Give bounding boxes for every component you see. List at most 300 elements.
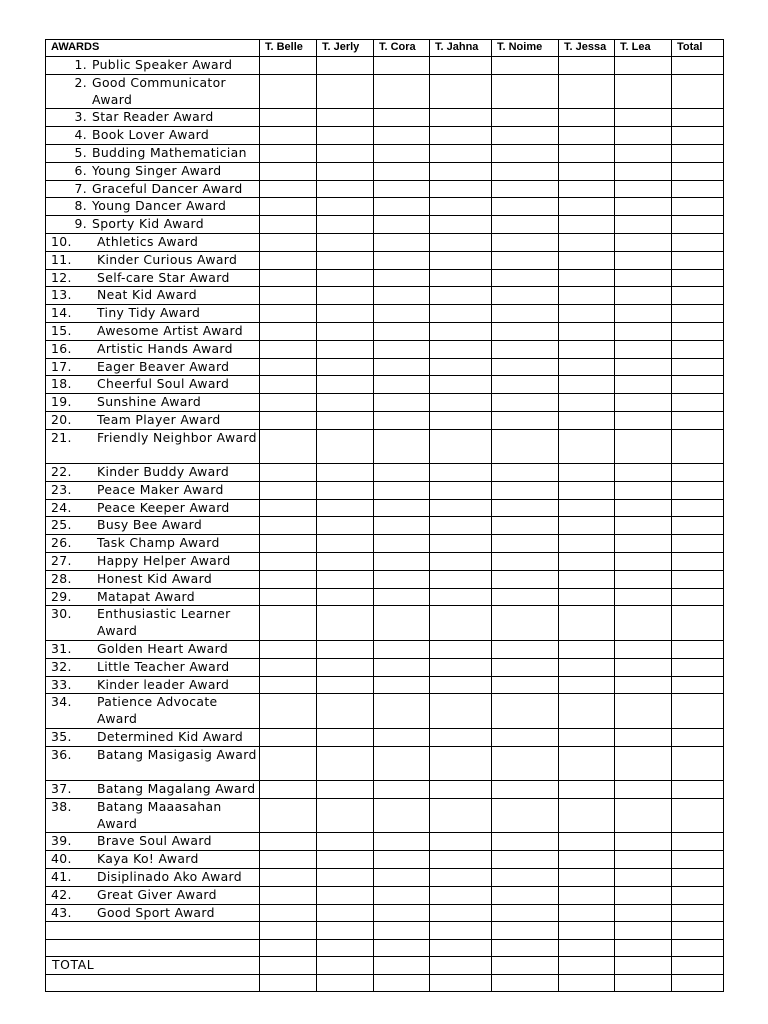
tally-cell[interactable] xyxy=(615,74,672,109)
tally-cell[interactable] xyxy=(492,287,559,305)
tally-cell[interactable] xyxy=(374,588,430,606)
tally-cell[interactable] xyxy=(317,728,374,746)
tally-cell[interactable] xyxy=(430,74,492,109)
tally-cell[interactable] xyxy=(317,464,374,482)
tally-cell[interactable] xyxy=(317,658,374,676)
tally-cell[interactable] xyxy=(559,216,615,234)
tally-cell[interactable] xyxy=(374,429,430,463)
tally-cell[interactable] xyxy=(430,322,492,340)
tally-cell[interactable] xyxy=(374,216,430,234)
tally-cell[interactable] xyxy=(615,322,672,340)
tally-cell[interactable] xyxy=(374,904,430,922)
tally-cell[interactable] xyxy=(615,180,672,198)
blank-label-cell[interactable] xyxy=(46,974,260,991)
blank-label-cell[interactable] xyxy=(46,939,260,956)
tally-cell[interactable] xyxy=(317,429,374,463)
tally-cell[interactable] xyxy=(430,144,492,162)
tally-cell[interactable] xyxy=(615,376,672,394)
tally-cell[interactable] xyxy=(430,694,492,729)
tally-cell[interactable] xyxy=(559,746,615,780)
tally-cell[interactable] xyxy=(615,606,672,641)
tally-cell[interactable] xyxy=(492,641,559,659)
tally-cell[interactable] xyxy=(317,144,374,162)
tally-cell[interactable] xyxy=(430,429,492,463)
tally-cell[interactable] xyxy=(317,340,374,358)
tally-cell[interactable] xyxy=(317,109,374,127)
tally-cell[interactable] xyxy=(374,376,430,394)
tally-cell[interactable] xyxy=(615,939,672,956)
tally-cell[interactable] xyxy=(615,746,672,780)
tally-cell[interactable] xyxy=(492,358,559,376)
tally-cell[interactable] xyxy=(492,869,559,887)
tally-cell[interactable] xyxy=(559,57,615,75)
tally-cell[interactable] xyxy=(430,886,492,904)
tally-cell[interactable] xyxy=(430,287,492,305)
tally-cell[interactable] xyxy=(672,251,724,269)
tally-cell[interactable] xyxy=(672,957,724,975)
tally-cell[interactable] xyxy=(317,798,374,833)
tally-cell[interactable] xyxy=(492,746,559,780)
tally-cell[interactable] xyxy=(430,553,492,571)
tally-cell[interactable] xyxy=(374,481,430,499)
tally-cell[interactable] xyxy=(317,481,374,499)
tally-cell[interactable] xyxy=(260,939,317,956)
tally-cell[interactable] xyxy=(492,922,559,939)
tally-cell[interactable] xyxy=(374,570,430,588)
tally-cell[interactable] xyxy=(492,939,559,956)
tally-cell[interactable] xyxy=(430,340,492,358)
tally-cell[interactable] xyxy=(374,658,430,676)
tally-cell[interactable] xyxy=(672,746,724,780)
tally-cell[interactable] xyxy=(430,305,492,323)
tally-cell[interactable] xyxy=(430,198,492,216)
tally-cell[interactable] xyxy=(672,499,724,517)
tally-cell[interactable] xyxy=(374,922,430,939)
tally-cell[interactable] xyxy=(317,322,374,340)
tally-cell[interactable] xyxy=(672,641,724,659)
tally-cell[interactable] xyxy=(430,57,492,75)
tally-cell[interactable] xyxy=(430,588,492,606)
tally-cell[interactable] xyxy=(672,922,724,939)
tally-cell[interactable] xyxy=(317,394,374,412)
tally-cell[interactable] xyxy=(672,376,724,394)
tally-cell[interactable] xyxy=(492,340,559,358)
tally-cell[interactable] xyxy=(559,957,615,975)
tally-cell[interactable] xyxy=(260,676,317,694)
tally-cell[interactable] xyxy=(317,216,374,234)
tally-cell[interactable] xyxy=(260,109,317,127)
tally-cell[interactable] xyxy=(559,411,615,429)
tally-cell[interactable] xyxy=(430,464,492,482)
tally-cell[interactable] xyxy=(672,127,724,145)
tally-cell[interactable] xyxy=(430,869,492,887)
tally-cell[interactable] xyxy=(672,904,724,922)
tally-cell[interactable] xyxy=(559,394,615,412)
tally-cell[interactable] xyxy=(317,127,374,145)
tally-cell[interactable] xyxy=(317,588,374,606)
tally-cell[interactable] xyxy=(374,162,430,180)
tally-cell[interactable] xyxy=(317,358,374,376)
tally-cell[interactable] xyxy=(672,269,724,287)
tally-cell[interactable] xyxy=(672,588,724,606)
tally-cell[interactable] xyxy=(374,198,430,216)
tally-cell[interactable] xyxy=(492,162,559,180)
tally-cell[interactable] xyxy=(615,127,672,145)
tally-cell[interactable] xyxy=(430,499,492,517)
tally-cell[interactable] xyxy=(492,904,559,922)
tally-cell[interactable] xyxy=(260,429,317,463)
tally-cell[interactable] xyxy=(317,162,374,180)
tally-cell[interactable] xyxy=(430,728,492,746)
tally-cell[interactable] xyxy=(672,553,724,571)
tally-cell[interactable] xyxy=(492,74,559,109)
tally-cell[interactable] xyxy=(492,233,559,251)
tally-cell[interactable] xyxy=(374,144,430,162)
tally-cell[interactable] xyxy=(615,588,672,606)
tally-cell[interactable] xyxy=(317,833,374,851)
tally-cell[interactable] xyxy=(317,922,374,939)
tally-cell[interactable] xyxy=(260,886,317,904)
tally-cell[interactable] xyxy=(374,553,430,571)
tally-cell[interactable] xyxy=(672,517,724,535)
tally-cell[interactable] xyxy=(374,728,430,746)
tally-cell[interactable] xyxy=(672,606,724,641)
tally-cell[interactable] xyxy=(260,269,317,287)
tally-cell[interactable] xyxy=(260,517,317,535)
tally-cell[interactable] xyxy=(430,376,492,394)
tally-cell[interactable] xyxy=(672,851,724,869)
tally-cell[interactable] xyxy=(672,358,724,376)
tally-cell[interactable] xyxy=(430,481,492,499)
tally-cell[interactable] xyxy=(374,127,430,145)
tally-cell[interactable] xyxy=(492,570,559,588)
tally-cell[interactable] xyxy=(317,869,374,887)
tally-cell[interactable] xyxy=(374,305,430,323)
tally-cell[interactable] xyxy=(374,499,430,517)
tally-cell[interactable] xyxy=(260,974,317,991)
tally-cell[interactable] xyxy=(260,588,317,606)
tally-cell[interactable] xyxy=(492,144,559,162)
tally-cell[interactable] xyxy=(317,904,374,922)
tally-cell[interactable] xyxy=(492,109,559,127)
tally-cell[interactable] xyxy=(672,216,724,234)
tally-cell[interactable] xyxy=(615,535,672,553)
tally-cell[interactable] xyxy=(374,869,430,887)
tally-cell[interactable] xyxy=(317,606,374,641)
tally-cell[interactable] xyxy=(615,251,672,269)
tally-cell[interactable] xyxy=(559,127,615,145)
tally-cell[interactable] xyxy=(492,216,559,234)
tally-cell[interactable] xyxy=(492,658,559,676)
tally-cell[interactable] xyxy=(430,411,492,429)
tally-cell[interactable] xyxy=(317,198,374,216)
tally-cell[interactable] xyxy=(492,464,559,482)
tally-cell[interactable] xyxy=(615,869,672,887)
tally-cell[interactable] xyxy=(492,57,559,75)
tally-cell[interactable] xyxy=(374,833,430,851)
tally-cell[interactable] xyxy=(559,109,615,127)
tally-cell[interactable] xyxy=(260,411,317,429)
tally-cell[interactable] xyxy=(317,233,374,251)
tally-cell[interactable] xyxy=(559,305,615,323)
tally-cell[interactable] xyxy=(317,74,374,109)
tally-cell[interactable] xyxy=(559,869,615,887)
tally-cell[interactable] xyxy=(615,411,672,429)
tally-cell[interactable] xyxy=(260,694,317,729)
tally-cell[interactable] xyxy=(430,180,492,198)
tally-cell[interactable] xyxy=(492,553,559,571)
tally-cell[interactable] xyxy=(672,233,724,251)
tally-cell[interactable] xyxy=(615,886,672,904)
tally-cell[interactable] xyxy=(559,641,615,659)
tally-cell[interactable] xyxy=(672,535,724,553)
tally-cell[interactable] xyxy=(492,517,559,535)
tally-cell[interactable] xyxy=(430,517,492,535)
tally-cell[interactable] xyxy=(559,939,615,956)
tally-cell[interactable] xyxy=(615,641,672,659)
tally-cell[interactable] xyxy=(672,676,724,694)
tally-cell[interactable] xyxy=(615,694,672,729)
tally-cell[interactable] xyxy=(615,233,672,251)
tally-cell[interactable] xyxy=(317,376,374,394)
tally-cell[interactable] xyxy=(615,269,672,287)
tally-cell[interactable] xyxy=(260,180,317,198)
tally-cell[interactable] xyxy=(260,376,317,394)
tally-cell[interactable] xyxy=(260,144,317,162)
tally-cell[interactable] xyxy=(615,553,672,571)
tally-cell[interactable] xyxy=(492,957,559,975)
tally-cell[interactable] xyxy=(374,957,430,975)
tally-cell[interactable] xyxy=(260,570,317,588)
tally-cell[interactable] xyxy=(672,198,724,216)
tally-cell[interactable] xyxy=(672,180,724,198)
tally-cell[interactable] xyxy=(492,269,559,287)
tally-cell[interactable] xyxy=(374,746,430,780)
tally-cell[interactable] xyxy=(430,358,492,376)
tally-cell[interactable] xyxy=(317,411,374,429)
tally-cell[interactable] xyxy=(374,57,430,75)
tally-cell[interactable] xyxy=(559,570,615,588)
tally-cell[interactable] xyxy=(260,127,317,145)
tally-cell[interactable] xyxy=(615,851,672,869)
tally-cell[interactable] xyxy=(672,570,724,588)
tally-cell[interactable] xyxy=(374,340,430,358)
tally-cell[interactable] xyxy=(615,676,672,694)
tally-cell[interactable] xyxy=(317,553,374,571)
tally-cell[interactable] xyxy=(374,606,430,641)
tally-cell[interactable] xyxy=(672,287,724,305)
blank-label-cell[interactable] xyxy=(46,922,260,939)
tally-cell[interactable] xyxy=(492,322,559,340)
tally-cell[interactable] xyxy=(615,429,672,463)
tally-cell[interactable] xyxy=(374,517,430,535)
tally-cell[interactable] xyxy=(317,57,374,75)
tally-cell[interactable] xyxy=(317,570,374,588)
tally-cell[interactable] xyxy=(559,233,615,251)
tally-cell[interactable] xyxy=(260,233,317,251)
tally-cell[interactable] xyxy=(672,340,724,358)
tally-cell[interactable] xyxy=(492,198,559,216)
tally-cell[interactable] xyxy=(374,411,430,429)
tally-cell[interactable] xyxy=(260,746,317,780)
tally-cell[interactable] xyxy=(317,305,374,323)
tally-cell[interactable] xyxy=(430,162,492,180)
tally-cell[interactable] xyxy=(317,499,374,517)
tally-cell[interactable] xyxy=(260,606,317,641)
tally-cell[interactable] xyxy=(430,641,492,659)
tally-cell[interactable] xyxy=(559,429,615,463)
tally-cell[interactable] xyxy=(430,676,492,694)
tally-cell[interactable] xyxy=(492,394,559,412)
tally-cell[interactable] xyxy=(492,481,559,499)
tally-cell[interactable] xyxy=(374,251,430,269)
tally-cell[interactable] xyxy=(260,658,317,676)
tally-cell[interactable] xyxy=(260,535,317,553)
tally-cell[interactable] xyxy=(615,57,672,75)
tally-cell[interactable] xyxy=(615,109,672,127)
tally-cell[interactable] xyxy=(317,886,374,904)
tally-cell[interactable] xyxy=(374,358,430,376)
tally-cell[interactable] xyxy=(492,606,559,641)
tally-cell[interactable] xyxy=(615,144,672,162)
tally-cell[interactable] xyxy=(559,904,615,922)
tally-cell[interactable] xyxy=(672,781,724,799)
tally-cell[interactable] xyxy=(615,499,672,517)
tally-cell[interactable] xyxy=(430,904,492,922)
tally-cell[interactable] xyxy=(559,833,615,851)
tally-cell[interactable] xyxy=(430,127,492,145)
tally-cell[interactable] xyxy=(492,798,559,833)
tally-cell[interactable] xyxy=(430,974,492,991)
tally-cell[interactable] xyxy=(615,305,672,323)
tally-cell[interactable] xyxy=(559,162,615,180)
tally-cell[interactable] xyxy=(672,394,724,412)
tally-cell[interactable] xyxy=(615,216,672,234)
tally-cell[interactable] xyxy=(430,746,492,780)
tally-cell[interactable] xyxy=(430,535,492,553)
tally-cell[interactable] xyxy=(559,535,615,553)
tally-cell[interactable] xyxy=(672,144,724,162)
tally-cell[interactable] xyxy=(430,233,492,251)
tally-cell[interactable] xyxy=(430,251,492,269)
tally-cell[interactable] xyxy=(430,606,492,641)
tally-cell[interactable] xyxy=(559,198,615,216)
tally-cell[interactable] xyxy=(672,162,724,180)
tally-cell[interactable] xyxy=(492,429,559,463)
tally-cell[interactable] xyxy=(559,287,615,305)
tally-cell[interactable] xyxy=(260,499,317,517)
tally-cell[interactable] xyxy=(374,781,430,799)
tally-cell[interactable] xyxy=(317,694,374,729)
tally-cell[interactable] xyxy=(615,481,672,499)
tally-cell[interactable] xyxy=(615,394,672,412)
tally-cell[interactable] xyxy=(615,781,672,799)
tally-cell[interactable] xyxy=(672,74,724,109)
tally-cell[interactable] xyxy=(672,57,724,75)
tally-cell[interactable] xyxy=(559,481,615,499)
tally-cell[interactable] xyxy=(430,658,492,676)
tally-cell[interactable] xyxy=(430,216,492,234)
tally-cell[interactable] xyxy=(672,886,724,904)
tally-cell[interactable] xyxy=(374,464,430,482)
tally-cell[interactable] xyxy=(374,74,430,109)
tally-cell[interactable] xyxy=(260,74,317,109)
tally-cell[interactable] xyxy=(260,957,317,975)
tally-cell[interactable] xyxy=(260,162,317,180)
tally-cell[interactable] xyxy=(430,798,492,833)
tally-cell[interactable] xyxy=(317,939,374,956)
tally-cell[interactable] xyxy=(317,746,374,780)
tally-cell[interactable] xyxy=(672,464,724,482)
tally-cell[interactable] xyxy=(430,851,492,869)
tally-cell[interactable] xyxy=(492,851,559,869)
tally-cell[interactable] xyxy=(672,798,724,833)
tally-cell[interactable] xyxy=(260,869,317,887)
tally-cell[interactable] xyxy=(559,886,615,904)
tally-cell[interactable] xyxy=(492,676,559,694)
tally-cell[interactable] xyxy=(559,676,615,694)
tally-cell[interactable] xyxy=(559,464,615,482)
tally-cell[interactable] xyxy=(559,974,615,991)
tally-cell[interactable] xyxy=(430,394,492,412)
tally-cell[interactable] xyxy=(492,694,559,729)
tally-cell[interactable] xyxy=(559,358,615,376)
tally-cell[interactable] xyxy=(260,728,317,746)
tally-cell[interactable] xyxy=(260,833,317,851)
tally-cell[interactable] xyxy=(559,180,615,198)
tally-cell[interactable] xyxy=(559,251,615,269)
tally-cell[interactable] xyxy=(317,851,374,869)
tally-cell[interactable] xyxy=(559,517,615,535)
tally-cell[interactable] xyxy=(492,305,559,323)
tally-cell[interactable] xyxy=(615,517,672,535)
tally-cell[interactable] xyxy=(559,553,615,571)
tally-cell[interactable] xyxy=(492,886,559,904)
tally-cell[interactable] xyxy=(492,499,559,517)
tally-cell[interactable] xyxy=(430,922,492,939)
tally-cell[interactable] xyxy=(559,798,615,833)
tally-cell[interactable] xyxy=(615,974,672,991)
tally-cell[interactable] xyxy=(317,287,374,305)
tally-cell[interactable] xyxy=(260,251,317,269)
tally-cell[interactable] xyxy=(559,658,615,676)
tally-cell[interactable] xyxy=(615,340,672,358)
tally-cell[interactable] xyxy=(492,411,559,429)
tally-cell[interactable] xyxy=(260,922,317,939)
tally-cell[interactable] xyxy=(672,481,724,499)
tally-cell[interactable] xyxy=(317,676,374,694)
tally-cell[interactable] xyxy=(672,658,724,676)
tally-cell[interactable] xyxy=(260,464,317,482)
tally-cell[interactable] xyxy=(672,869,724,887)
tally-cell[interactable] xyxy=(615,658,672,676)
tally-cell[interactable] xyxy=(615,904,672,922)
tally-cell[interactable] xyxy=(260,641,317,659)
tally-cell[interactable] xyxy=(615,358,672,376)
tally-cell[interactable] xyxy=(492,728,559,746)
tally-cell[interactable] xyxy=(260,57,317,75)
tally-cell[interactable] xyxy=(374,676,430,694)
tally-cell[interactable] xyxy=(430,781,492,799)
tally-cell[interactable] xyxy=(672,109,724,127)
tally-cell[interactable] xyxy=(672,411,724,429)
tally-cell[interactable] xyxy=(615,287,672,305)
tally-cell[interactable] xyxy=(430,939,492,956)
tally-cell[interactable] xyxy=(492,974,559,991)
tally-cell[interactable] xyxy=(374,535,430,553)
tally-cell[interactable] xyxy=(559,340,615,358)
tally-cell[interactable] xyxy=(492,180,559,198)
